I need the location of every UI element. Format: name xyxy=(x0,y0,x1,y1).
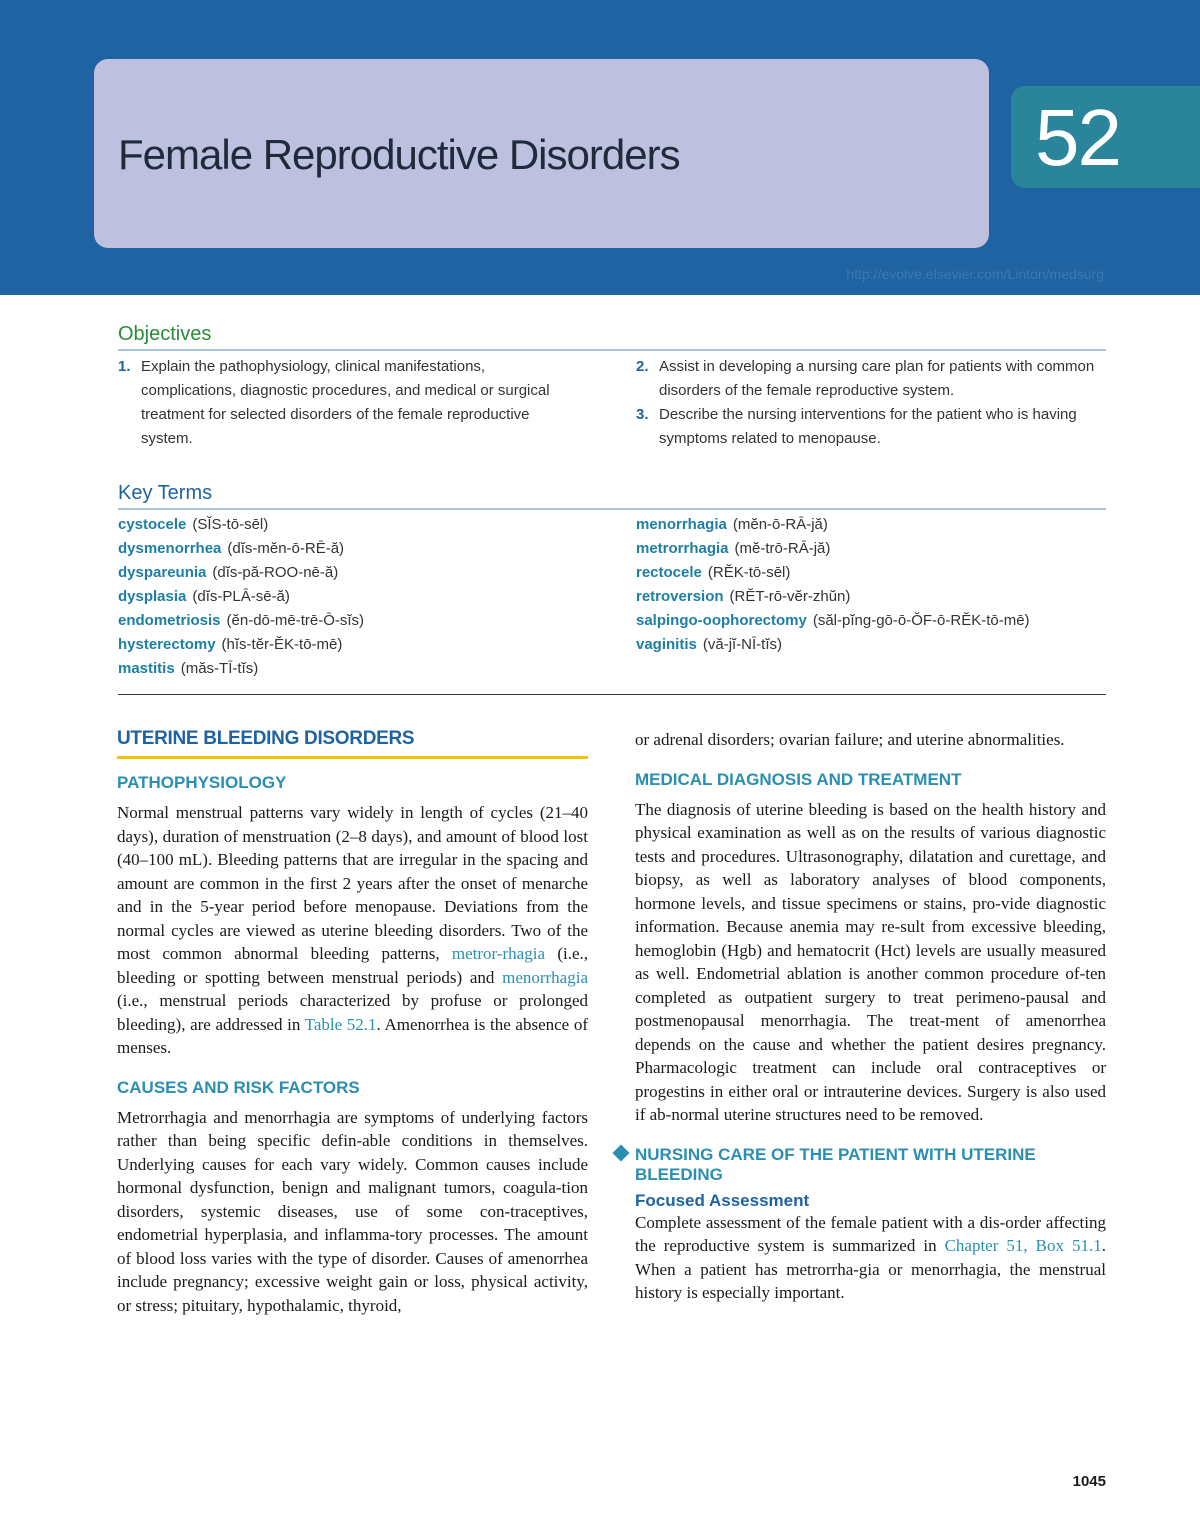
key-term[interactable]: endometriosis xyxy=(118,612,221,629)
objective-item: 1. Explain the pathophysiology, clinical manifestations, complications, diagnostic procedures, and medical or surgical treatment for selected disorders of the female reproductive system. xyxy=(118,358,550,447)
key-terms-heading: Key Terms xyxy=(118,482,213,504)
key-term[interactable]: rectocele xyxy=(636,564,702,581)
key-term[interactable]: dysplasia xyxy=(118,588,187,605)
section-divider xyxy=(118,694,1106,695)
table-link[interactable]: Table 52.1 xyxy=(304,1014,377,1034)
section-title-rule xyxy=(117,756,588,759)
key-term[interactable]: dysmenorrhea xyxy=(118,540,222,557)
key-term-row: cystocele (SĬS-tō-sēl) xyxy=(118,516,269,533)
key-terms-right xyxy=(636,513,1030,657)
key-term[interactable]: vaginitis xyxy=(636,636,697,653)
objectives-heading: Objectives xyxy=(118,323,212,345)
key-term-row: mastitis (măs-TĪ-tĭs) xyxy=(118,660,259,677)
key-term[interactable]: cystocele xyxy=(118,516,187,533)
causes-paragraph: Metrorrhagia and menorrhagia are symptoms of underlying factors rather than being specific defin-able conditions in themselves. Underlying causes for each vary widely. Common causes include hormonal dysfunction, benign and malignant tumors, coagula-tion disorders, systemic diseases, use of some con-traceptives, endometrial hyperplasia, and inflamma-tory processes. The amount of blood loss varies with the type of disorder. Causes of amenorrhea include pregnancy; excessive weight gain or loss, physical activity, or stress; pituitary, hypothalamic, thyroid, xyxy=(117,1107,588,1315)
pathophysiology-paragraph: Normal menstrual patterns vary widely in length of cycles (21–40 days), duration of menstruation (2–8 days), and amount of blood lost (40–100 mL). Bleeding patterns that are irregular in the spacing and amount are common in the first 2 years after the onset of menarche and in the 5-year period before menopause. Deviations from the normal cycles are viewed as uterine bleeding disorders. Two of the most common abnormal bleeding patterns, metror-rhagia (i.e., bleeding or spotting between menstrual periods) and menorrhagia (i.e., menstrual periods characterized by profuse or prolonged bleeding), are addressed in Table 52.1. Amenorrhea is the absence of menses. xyxy=(117,803,588,1057)
focused-assessment-heading: Focused Assessment xyxy=(635,1190,810,1210)
chapter-number-tab xyxy=(1011,86,1200,188)
key-term-row: dysmenorrhea (dĭs-mĕn-ō-RĒ-ă) xyxy=(118,540,345,557)
focused-assessment-paragraph: Complete assessment of the female patient with a dis-order affecting the reproductive system is summarized in Chapter 51, Box 51.1. When a patient has metrorrha-gia or menorrhagia, the menstrual history is especially important. xyxy=(635,1212,1106,1302)
key-term-row: hysterectomy (hĭs-tĕr-ĔK-tō-mē) xyxy=(118,636,343,653)
title-box xyxy=(94,59,989,248)
key-term-row: endometriosis (ĕn-dō-mē-trē-Ō-sĭs) xyxy=(118,612,365,629)
body-column-left xyxy=(117,728,588,1317)
chapter-number: 52 xyxy=(1035,93,1120,182)
key-term-row: rectocele (RĔK-tō-sēl) xyxy=(636,564,791,581)
chapter-box-link[interactable]: Chapter 51, Box 51.1 xyxy=(944,1236,1102,1255)
key-term-row: dyspareunia (dĭs-pă-ROO-nē-ă) xyxy=(118,564,339,581)
page-number: 1045 xyxy=(1072,1473,1106,1490)
key-term[interactable]: retroversion xyxy=(636,588,724,605)
key-term-row: salpingo-oophorectomy (săl-pĭng-gō-ō-ŎF-ō-RĔK-tō-mē) xyxy=(636,612,1030,629)
objective-item: 2. Assist in developing a nursing care plan for patients with common disorders of the female reproductive system. xyxy=(636,358,1095,399)
key-term[interactable]: mastitis xyxy=(118,660,175,677)
key-term[interactable]: metrorrhagia xyxy=(636,540,729,557)
key-term-row: retroversion (RĔT-rō-vĕr-zhŭn) xyxy=(636,588,851,605)
key-term[interactable]: salpingo-oophorectomy xyxy=(636,612,807,629)
evolve-url-link[interactable]: http://evolve.elsevier.com/Linton/medsurg xyxy=(846,266,1104,282)
causes-heading: CAUSES AND RISK FACTORS xyxy=(117,1077,360,1097)
objectives-rule xyxy=(118,349,1106,351)
body-column-right xyxy=(635,728,1106,1305)
chapter-title: Female Reproductive Disorders xyxy=(118,131,680,178)
key-term[interactable]: menorrhagia xyxy=(636,516,727,533)
term-menorrhagia[interactable]: menorrhagia xyxy=(502,967,588,987)
term-metrorrhagia[interactable]: metror-rhagia xyxy=(451,944,546,963)
nursing-heading: NURSING CARE OF THE PATIENT WITH UTERINE BLEEDING xyxy=(635,1145,1106,1185)
section-title: UTERINE BLEEDING DISORDERS xyxy=(117,728,415,749)
key-term[interactable]: dyspareunia xyxy=(118,564,207,581)
objective-item: 3. Describe the nursing interventions for the patient who is having symptoms related to menopause. xyxy=(636,406,1077,447)
key-terms-left xyxy=(118,513,364,681)
medical-paragraph: The diagnosis of uterine bleeding is based on the health history and physical examination as well as on the results of various diagnostic tests and procedures. Ultrasonography, dilatation and curettage, and biopsy, as well as laboratory analyses of blood components, hormone levels, and tissue specimens or stains, pro-vide diagnostic information. Because anemia may re-sult from excessive bleeding, hemoglobin (Hgb) and hematocrit (Hct) levels are usually measured as well. Endometrial ablation is another common procedure of-ten completed as outpatient surgery to treat perimeno-pausal and postmenopausal menorrhagia. The treat-ment of amenorrhea depends on the cause and whether the patient desires pregnancy. Pharmacologic treatment can include oral contraceptives or progestins in either oral or intrauterine devices. Surgery is also used if ab-normal uterine structures need to be removed. xyxy=(635,799,1106,1124)
key-term-row: menorrhagia (mĕn-ō-RĀ-jă) xyxy=(636,516,828,533)
key-term-row: vaginitis (vă-jĭ-NĪ-tĭs) xyxy=(636,636,783,653)
key-term-row: dysplasia (dĭs-PLĀ-sē-ă) xyxy=(118,588,290,605)
key-term-row: metrorrhagia (mĕ-trō-RĀ-jă) xyxy=(636,540,831,557)
causes-continued: or adrenal disorders; ovarian failure; and uterine abnormalities. xyxy=(635,730,1065,749)
diamond-icon xyxy=(613,1145,630,1162)
medical-heading: MEDICAL DIAGNOSIS AND TREATMENT xyxy=(635,769,962,789)
key-terms-rule xyxy=(118,508,1106,510)
pathophysiology-heading: PATHOPHYSIOLOGY xyxy=(117,773,287,792)
key-term[interactable]: hysterectomy xyxy=(118,636,216,653)
